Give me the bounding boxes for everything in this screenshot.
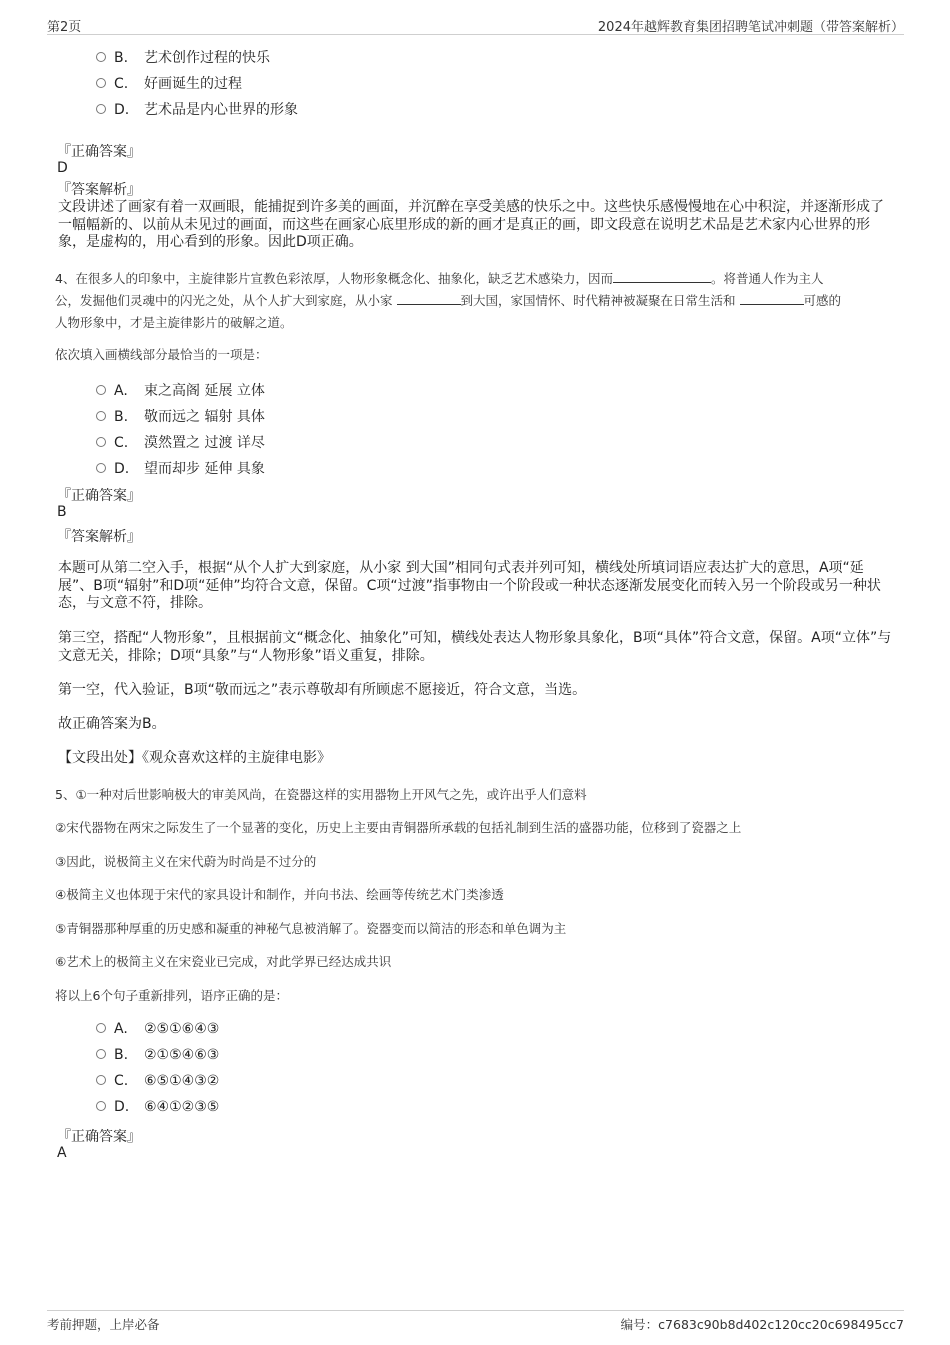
q3-analysis-label: 『答案解析』	[57, 182, 141, 198]
q5-option-b[interactable]: B. ②①⑤④⑥③	[96, 1047, 219, 1063]
blank-3	[740, 292, 804, 305]
q4-analysis-p3: 第一空，代入验证，B项“敬而远之”表示尊敬却有所顾虑不愿接近，符合文意，当选。	[58, 682, 587, 698]
q4-prompt: 依次填入画横线部分最恰当的一项是：	[55, 347, 268, 362]
q5-sentence-1: 5、①一种对后世影响极大的审美风尚，在瓷器这样的实用器物上开风气之先，或许出乎人们意料	[55, 787, 587, 802]
q5-sentence-6: ⑥艺术上的极简主义在宋瓷业已完成，对此学界已经达成共识	[55, 954, 392, 969]
document-title: 2024年越辉教育集团招聘笔试冲刺题（带答案解析）	[597, 20, 904, 35]
page-number: 第2页	[47, 20, 82, 35]
radio-icon[interactable]	[96, 104, 106, 114]
blank-1	[613, 270, 711, 283]
q4-option-a[interactable]: A. 束之高阁 延展 立体	[96, 380, 265, 400]
q4-analysis-p2: 第三空，搭配“人物形象”，且根据前文“概念化、抽象化”可知，横线处表达人物形象具象化，B项“具体”符合文意，保留。A项“立体”与文意无关，排除；D项“具象”与“人物形象”语义重复，排除。	[58, 630, 892, 664]
q3-option-d[interactable]: D. 艺术品是内心世界的形象	[96, 99, 298, 119]
q3-option-b[interactable]: B. 艺术创作过程的快乐	[96, 47, 270, 67]
q5-option-d[interactable]: D. ⑥④①②③⑤	[96, 1099, 219, 1115]
q4-answer-label: 『正确答案』	[57, 488, 141, 504]
q4-analysis-p4: 故正确答案为B。	[58, 716, 166, 732]
page-footer	[47, 1310, 904, 1341]
q5-prompt: 将以上6个句子重新排列，语序正确的是：	[55, 988, 288, 1003]
radio-icon[interactable]	[96, 78, 106, 88]
q3-answer: D	[57, 160, 68, 176]
q4-analysis-label: 『答案解析』	[57, 529, 141, 545]
q3-analysis: 文段讲述了画家有着一双画眼，能捕捉到许多美的画面，并沉醉在享受美感的快乐之中。这些快乐感慢慢地在心中积淀，并逐渐形成了一幅幅新的、以前从未见过的画面，而这些在画家心底里形成的新的画才是真正的画，即文段意在说明艺术品是艺术家内心世界的形象，是虚构的，用心看到的形象。因此D项正确。	[58, 199, 884, 250]
q5-sentence-3: ③因此，说极简主义在宋代蔚为时尚是不过分的	[55, 854, 317, 869]
q4-answer: B	[57, 504, 67, 520]
q4-stem: 4、在很多人的印象中，主旋律影片宣教色彩浓厚，人物形象概念化、抽象化，缺乏艺术感染力，因而 。将普通人作为主人 公，发掘他们灵魂中的闪光之处，从个人扩大到家庭，从小家 到大国，家国情怀、时代精神被凝聚在日常生活和 可感的 人物形象中，才是主旋律影片的破解之道。	[55, 271, 842, 330]
q4-option-d[interactable]: D. 望而却步 延伸 具象	[96, 458, 265, 478]
q5-sentence-5: ⑤青铜器那种厚重的历史感和凝重的神秘气息被消解了。瓷器变而以简洁的形态和单色调为主	[55, 921, 567, 936]
radio-icon[interactable]	[96, 1075, 106, 1085]
q5-option-c[interactable]: C. ⑥⑤①④③②	[96, 1073, 219, 1089]
q4-option-c[interactable]: C. 漠然置之 过渡 详尽	[96, 432, 265, 452]
q3-answer-label: 『正确答案』	[57, 144, 141, 160]
radio-icon[interactable]	[96, 385, 106, 395]
radio-icon[interactable]	[96, 463, 106, 473]
radio-icon[interactable]	[96, 1049, 106, 1059]
radio-icon[interactable]	[96, 1023, 106, 1033]
q3-option-c[interactable]: C. 好画诞生的过程	[96, 73, 242, 93]
q5-answer-label: 『正确答案』	[57, 1129, 141, 1145]
q4-option-b[interactable]: B. 敬而远之 辐射 具体	[96, 406, 265, 426]
q5-sentence-2: ②宋代器物在两宋之际发生了一个显著的变化，历史上主要由青铜器所承载的包括礼制到生活的盛器功能，位移到了瓷器之上	[55, 820, 742, 835]
q5-sentence-4: ④极简主义也体现于宋代的家具设计和制作，并向书法、绘画等传统艺术门类渗透	[55, 887, 504, 902]
q5-answer: A	[57, 1145, 67, 1161]
radio-icon[interactable]	[96, 411, 106, 421]
page-header	[47, 14, 904, 35]
q4-source: 【文段出处】《观众喜欢这样的主旋律电影》	[58, 750, 331, 766]
q5-option-a[interactable]: A. ②⑤①⑥④③	[96, 1021, 219, 1037]
q4-analysis-p1: 本题可从第二空入手，根据“从个人扩大到家庭，从小家 到大国”相同句式表并列可知，横线处所填词语应表达扩大的意思，A项“延展”、B项“辐射”和D项“延伸”均符合文意，保留。C项“过渡”指事物由一个阶段或一种状态逐渐发展变化而转入另一个阶段或另一种状态，与文意不符，排除。	[58, 560, 881, 611]
blank-2	[397, 292, 461, 305]
footer-slogan: 考前押题，上岸必备	[47, 1317, 160, 1332]
radio-icon[interactable]	[96, 52, 106, 62]
radio-icon[interactable]	[96, 1101, 106, 1111]
radio-icon[interactable]	[96, 437, 106, 447]
document-id: 编号：c7683c90b8d402c120cc20c698495cc7	[620, 1317, 904, 1332]
